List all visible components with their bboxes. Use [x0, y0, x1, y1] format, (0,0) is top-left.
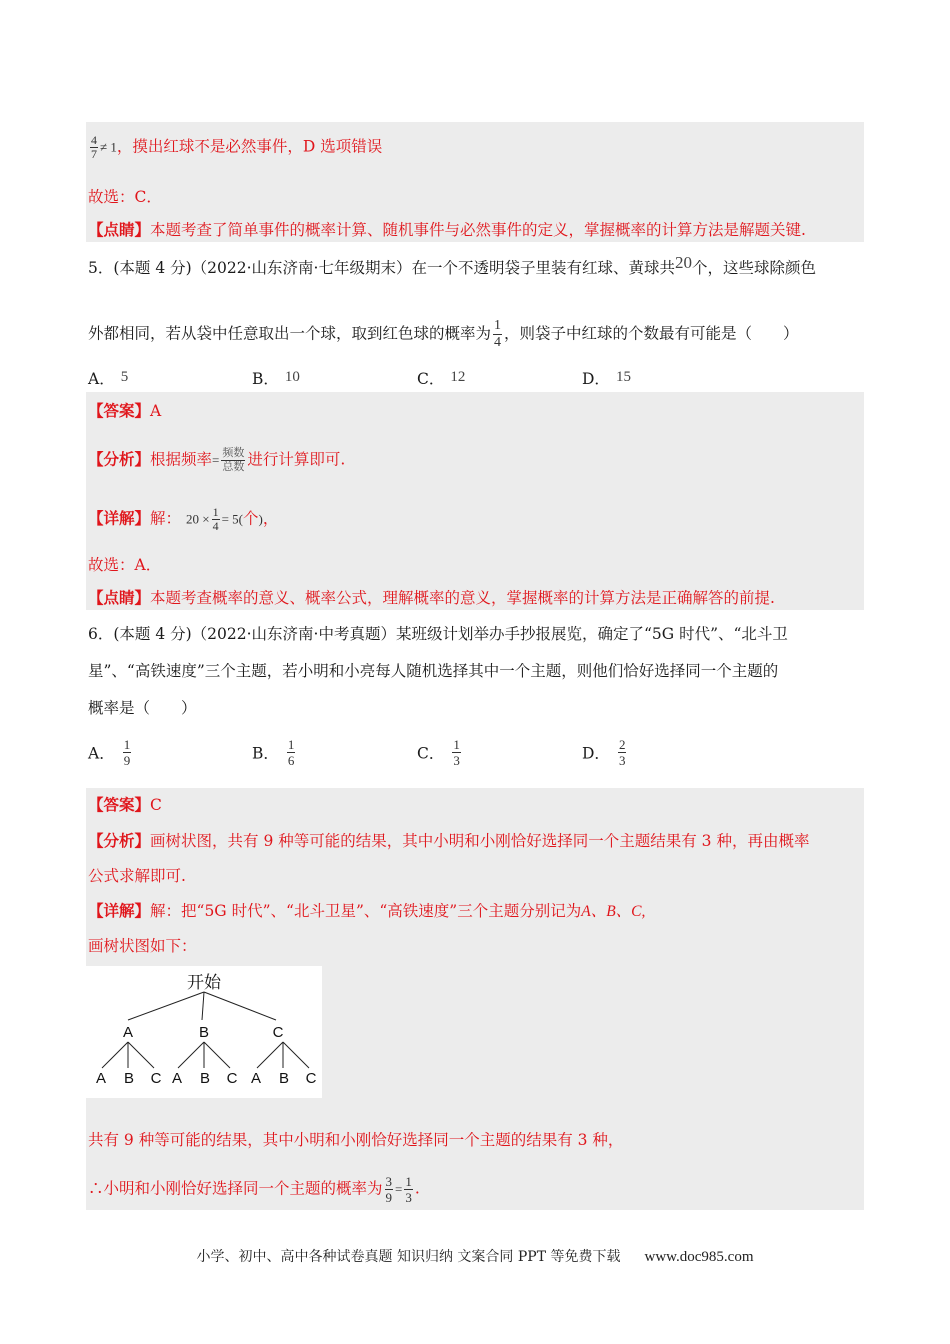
q6-stem-line-1: 6．(本题 4 分)（2022·山东济南·中考真题）某班级计划举办手抄报展览，确定了“5G 时代”、“北斗卫	[88, 625, 788, 643]
tree-l2-node: B	[199, 1070, 211, 1087]
q5-note: 【点睛】本题考查概率的意义、概率公式，理解概率的意义，掌握概率的计算方法是正确解答的前提.	[88, 588, 775, 607]
tree-l2-node: C	[226, 1070, 238, 1087]
q6-option-c: C． $\frac{1}{3}$	[417, 737, 460, 768]
tree-l2-node: B	[278, 1070, 290, 1087]
q5-answer: 【答案】A	[88, 401, 162, 420]
fraction: $\frac{3}{9}$	[385, 1174, 393, 1205]
footer-url[interactable]: www.doc985.com	[644, 1249, 754, 1265]
fraction: $\frac{1}{3}$	[405, 1174, 412, 1205]
answer-block-q5	[86, 392, 864, 610]
tree-l1-c: C	[272, 1024, 284, 1041]
footer-text: 小学、初中、高中各种试卷真题 知识归纳 文案合同 PPT 等免费下载	[196, 1249, 621, 1265]
q6-detail-line-2: 画树状图如下：	[88, 937, 197, 955]
q6-option-d: D． $\frac{2}{3}$	[582, 737, 626, 768]
fraction: $\frac{1}{4}$	[212, 505, 219, 533]
q6-detail-line-1: 【详解】解：把“5G 时代”、“北斗卫星”、“高铁速度”三个主题分别记为A、B、C,	[88, 901, 646, 920]
fraction: $\frac{1}{3}$	[453, 737, 460, 768]
fraction: $\frac{2}{3}$	[618, 737, 626, 768]
page-footer	[0, 1246, 950, 1266]
q6-conclusion: ∴小明和小刚恰好选择同一个主题的概率为 $\frac{3}{9}$ = $\frac{1}{3}$ .	[88, 1174, 420, 1205]
q6-stem-line-2: 星”、“高铁速度”三个主题，若小明和小亮每人随机选择其中一个主题，则他们恰好选择同一个主题的	[88, 662, 779, 680]
fraction: $\frac{1}{4}$	[494, 318, 502, 350]
tree-l2-node: A	[171, 1070, 183, 1087]
tree-l2-node: C	[305, 1070, 317, 1087]
q6-option-a: A． $\frac{1}{9}$	[88, 737, 131, 768]
q6-option-b: B． $\frac{1}{6}$	[252, 737, 295, 768]
tree-diagram	[86, 966, 322, 1098]
tree-l1-a: A	[122, 1024, 134, 1041]
q5-stem-line-2: 外都相同，若从袋中任意取出一个球，取到红色球的概率为 $\frac{1}{4}$ ，则袋子中红球的个数最有可能是（ ）	[88, 318, 799, 350]
q5-option-c: C． 12	[417, 369, 466, 388]
q6-stem-line-3: 概率是（ ）	[88, 699, 197, 717]
q5-choose: 故选：A．	[88, 556, 162, 574]
q6-result: 共有 9 种等可能的结果，其中小明和小刚恰好选择同一个主题的结果有 3 种，	[88, 1131, 624, 1149]
fraction: $\frac{4}{7}$	[91, 133, 97, 161]
tree-l2-node: B	[123, 1070, 135, 1087]
q5-option-d: D． 15	[582, 369, 631, 388]
fraction: $\frac{1}{9}$	[123, 737, 131, 768]
fraction: $\frac{1}{6}$	[287, 737, 295, 768]
tree-l2-node: A	[95, 1070, 107, 1087]
tree-l2-node: C	[150, 1070, 162, 1087]
tree-l1-b: B	[198, 1024, 210, 1041]
q5-analysis: 【分析】根据频率= $\frac{\text{频数}}{\text{总数}}$ 进行计算即可.	[88, 447, 346, 473]
q6-analysis-line-1: 【分析】画树状图，共有 9 种等可能的结果，其中小明和小刚恰好选择同一个主题结果有 3 种，再由概率	[88, 831, 810, 850]
q5-option-b: B． 10	[252, 369, 300, 388]
fraction: $\frac{\text{频数}}{\text{总数}}$	[222, 447, 245, 473]
top-choose: 故选：C．	[88, 188, 162, 206]
q5-detail: 【详解】解： 20 × $\frac{1}{4}$ = 5(个)，	[88, 505, 279, 533]
q5-option-a: A． 5	[88, 369, 129, 388]
top-note: 【点睛】本题考查了简单事件的概率计算、随机事件与必然事件的定义，掌握概率的计算方法是解题关键.	[88, 220, 806, 239]
q5-stem-line-1: 5．(本题 4 分)（2022·山东济南·七年级期末）在一个不透明袋子里装有红球、黄球共20个，这些球除颜色	[88, 253, 816, 277]
tree-root: 开始	[187, 973, 221, 992]
q6-analysis-line-2: 公式求解即可.	[88, 867, 186, 885]
tree-l2-node: A	[250, 1070, 262, 1087]
top-line-1: $\frac{4}{7}$ ≠ 1，摸出红球不是必然事件，D 选项错误	[91, 133, 383, 161]
q6-answer: 【答案】C	[88, 795, 162, 814]
